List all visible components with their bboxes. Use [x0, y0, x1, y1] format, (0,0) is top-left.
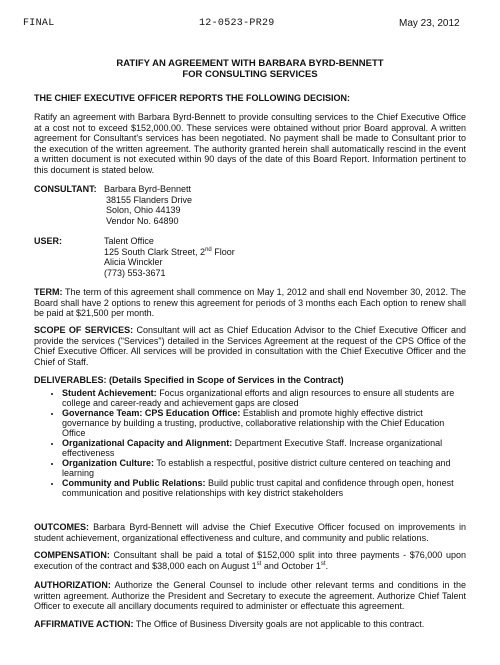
user-address: [104, 236, 235, 278]
term-body: The term of this agreement shall commence on May 1, 2012 and shall end November 30, 2012. The Board shall have 2 options to renew this agreement for periods of 3 months each Each option to renew shall be paid at $21,500 per month.: [34, 287, 466, 318]
scope-section: [34, 325, 466, 367]
user-section: [34, 236, 466, 278]
report-number: 12-0523-PR29: [199, 18, 275, 29]
document-status: FINAL: [23, 18, 55, 29]
user-street: 125 South Clark Street, 2nd Floor: [104, 246, 235, 257]
term-section: [34, 287, 466, 319]
user-label: USER:: [34, 236, 63, 246]
consultant-vendor: Vendor No. 64890: [106, 215, 179, 226]
compensation-label: COMPENSATION:: [34, 550, 110, 560]
report-date: May 23, 2012: [399, 18, 460, 29]
outcomes-label: OUTCOMES:: [34, 522, 89, 532]
user-office: Talent Office: [104, 236, 154, 246]
scope-label: SCOPE OF SERVICES:: [34, 325, 134, 335]
authorization-section: [34, 580, 466, 612]
document-title: [0, 58, 500, 80]
affirmative-action-section: [34, 619, 466, 630]
title-line-1: RATIFY AN AGREEMENT WITH BARBARA BYRD-BENNETT: [116, 58, 384, 69]
term-label: TERM:: [34, 287, 63, 297]
user-contact: Alicia Winckler: [104, 257, 163, 267]
consultant-section: [34, 184, 466, 226]
consultant-city: Solon, Ohio 44139: [106, 205, 181, 215]
authorization-body: Authorize the General Counsel to include other relevant terms and conditions in the written agreement. Authorize the President and Secretary to execute the agreement. Authorize Chief Talent Officer to execute all ancillary documents required to administer or effectuate this agreement.: [34, 580, 466, 611]
list-item: • Organizational Capacity and Alignment: Department Executive Staff. Increase organizational effectiveness: [62, 438, 466, 458]
scope-body: Consultant will act as Chief Education Advisor to the Chief Executive Officer and provide the services ("Services") detailed in the Services Agreement at the request of the CPS Office of the Chief Executive Officer. All services will be provided in consultation with the Chief Executive Officer and the Chief of Staff.: [34, 325, 466, 367]
outcomes-section: [34, 522, 466, 543]
affirmative-action-label: AFFIRMATIVE ACTION:: [34, 619, 134, 629]
consultant-address: [104, 184, 192, 226]
deliverables-heading: DELIVERABLES: (Details Specified in Scope of Services in the Contract): [34, 375, 344, 385]
compensation-section: COMPENSATION: Consultant shall be paid a total of $152,000 split into three payments - $76,000 upon execution of the contract and $38,000 each on August 1st and October 1st.: [34, 550, 466, 571]
list-item: • Student Achievement: Focus organizational efforts and align resources to ensure all students are college and career-ready and achievement gaps are closed: [62, 388, 466, 408]
authorization-label: AUTHORIZATION:: [34, 580, 111, 590]
outcomes-body: Barbara Byrd-Bennett will advise the Chief Executive Officer focused on improvements in student achievement, organizational effectiveness and culture, and community and public relations.: [34, 522, 466, 543]
deliverables-list: [34, 388, 466, 498]
list-item: • Governance Team: CPS Education Office: Establish and promote highly effective district governance by building a trusting, productive, collaborative relationship with the Chief Education Office: [62, 408, 466, 438]
consultant-street: 38155 Flanders Drive: [106, 194, 193, 205]
consultant-name: Barbara Byrd-Bennett: [104, 184, 192, 194]
list-item: • Organization Culture: To establish a respectful, positive district culture centered on teaching and learning: [62, 458, 466, 478]
decision-body: Ratify an agreement with Barbara Byrd-Bennett to provide consulting services to the Chief Executive Office at a cost not to exceed $152,000.00. These services were obtained without prior Board approval. A written agreement for Consultant's services has been negotiated. No payment shall be made to Consultant prior to the execution of the written agreement. The authority granted herein shall automatically rescind in the event a written document is not executed within 90 days of the date of this Board Report. Information pertinent to this document is stated below.: [34, 112, 466, 175]
user-phone: (773) 553-3671: [104, 267, 166, 278]
deliverables-section: [34, 375, 466, 498]
affirmative-action-body: The Office of Business Diversity goals are not applicable to this contract.: [133, 619, 425, 629]
consultant-label: CONSULTANT:: [34, 184, 97, 194]
decision-heading: THE CHIEF EXECUTIVE OFFICER REPORTS THE FOLLOWING DECISION:: [34, 93, 351, 103]
list-item: • Community and Public Relations: Build public trust capital and confidence through open, honest communication and positive relationships with key district stakeholders: [62, 478, 466, 498]
title-line-2: FOR CONSULTING SERVICES: [182, 69, 318, 80]
